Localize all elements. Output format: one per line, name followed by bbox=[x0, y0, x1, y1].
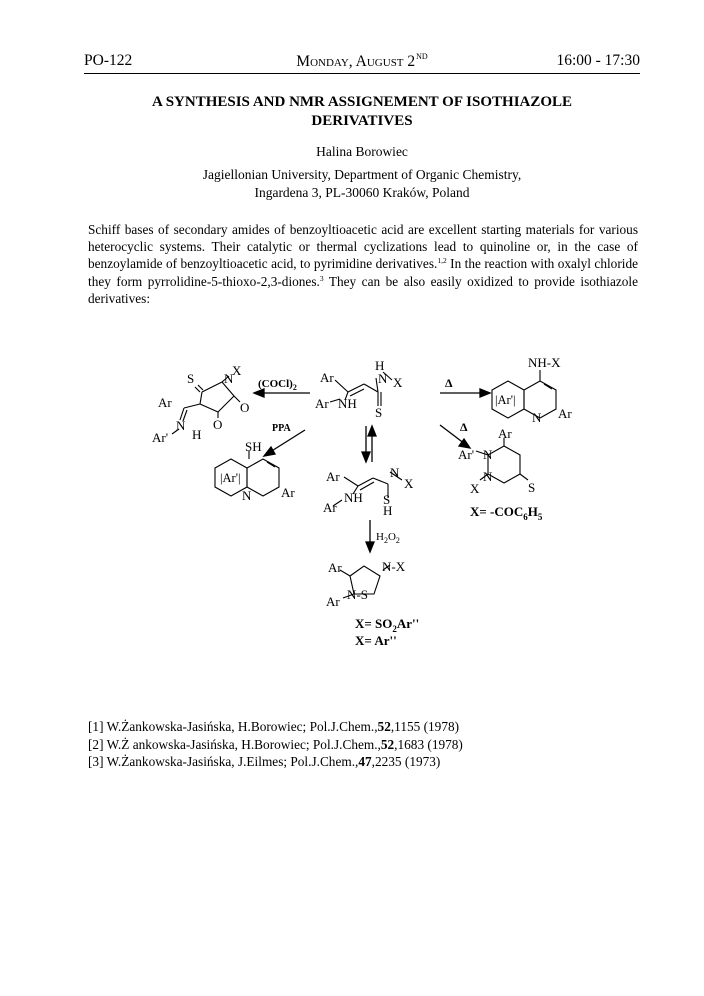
central-nh-label: NH bbox=[338, 396, 357, 411]
x-definition-benzoyl bbox=[470, 504, 543, 522]
x-sulfonyl-rest: Ar'' bbox=[396, 616, 420, 631]
session-time: 16:00 - 17:30 bbox=[556, 52, 640, 69]
reference-3 bbox=[88, 753, 648, 771]
x-benzoyl-sub1: 6 bbox=[523, 512, 528, 522]
reagent-hydrogen-peroxide bbox=[376, 531, 400, 545]
x-definition-sulfonyl bbox=[355, 616, 419, 634]
reference-2-text: [2] W.Ż ankowska-Jasińska, H.Borowiec; Pol.J.Chem., bbox=[88, 736, 381, 752]
pyrrolidine-o1-label: O bbox=[240, 400, 250, 415]
left-quinoline-sh-label: SH bbox=[245, 439, 262, 454]
abstract-part-2: In the reaction with oxalyl chloride they form pyrrolidine-5-thioxo-2,3-diones. bbox=[88, 256, 638, 289]
central-n-label: N bbox=[378, 371, 388, 386]
right-quinoline-ar2-label: Ar bbox=[558, 406, 572, 421]
header-rule bbox=[84, 73, 640, 74]
isothiazole-ar2-label: Ar bbox=[326, 594, 340, 609]
x-sulfonyl-sub: 2 bbox=[392, 624, 397, 634]
affiliation bbox=[84, 166, 640, 202]
pyrrolidine-n-label: N bbox=[224, 371, 234, 386]
x-definition-aryl: X= Ar'' bbox=[355, 633, 397, 648]
citation-3: 3 bbox=[319, 273, 324, 283]
affiliation-line-1: Jagiellonian University, Department of Organic Chemistry, bbox=[202, 167, 522, 182]
poster-code: PO-122 bbox=[84, 52, 133, 69]
references bbox=[88, 718, 648, 771]
page-header bbox=[84, 50, 640, 72]
left-quinoline-ar2-label: Ar bbox=[281, 485, 295, 500]
reference-2-volume: 52 bbox=[380, 736, 395, 752]
affiliation-line-2: Ingardena 3, PL-30060 Kraków, Poland bbox=[254, 185, 470, 200]
pyrimidine-n2-label: N bbox=[483, 469, 493, 484]
title-line-2: DERIVATIVES bbox=[311, 113, 413, 129]
enamine-h-label: H bbox=[383, 503, 393, 518]
reagent-oxalyl-text: (COCl) bbox=[258, 378, 293, 390]
x-benzoyl-h: H bbox=[527, 504, 538, 519]
h2o2-h: H bbox=[376, 531, 384, 543]
paper-title bbox=[84, 93, 640, 131]
right-quinoline-nhx-label: NH-X bbox=[528, 355, 561, 370]
reagent-heat-1: Δ bbox=[445, 376, 453, 390]
h2o2-sub1: 2 bbox=[383, 536, 388, 545]
right-quinoline-n-label: N bbox=[532, 410, 542, 425]
pyrimidine-s-label: S bbox=[528, 480, 536, 495]
enamine-x-label: X bbox=[404, 476, 414, 491]
central-ar2-label: Ar bbox=[315, 396, 329, 411]
reaction-scheme bbox=[140, 350, 600, 670]
h2o2-sub2: 2 bbox=[395, 536, 400, 545]
isothiazole-ns-label: N-S bbox=[347, 587, 368, 602]
x-benzoyl-text: X= -COC bbox=[470, 504, 524, 519]
central-s-label: S bbox=[375, 405, 383, 420]
pyrrolidine-ar1-label: Ar' bbox=[152, 430, 169, 445]
right-quinoline-ar-label: |Ar'| bbox=[495, 393, 516, 407]
pyrimidine-n1-label: N bbox=[483, 447, 493, 462]
title-line-1: A SYNTHESIS AND NMR ASSIGNEMENT OF ISOTHIAZOLE bbox=[151, 94, 573, 110]
left-quinoline-ar-label: |Ar'| bbox=[220, 471, 241, 485]
reagent-heat-2: Δ bbox=[460, 420, 468, 434]
central-x-label: X bbox=[393, 375, 403, 390]
reference-1-pages: ,1155 (1978) bbox=[390, 719, 460, 734]
pyrrolidine-s-label: S bbox=[187, 371, 195, 386]
isothiazole-ar-label: Ar bbox=[328, 560, 342, 575]
pyrrolidine-x-label: X bbox=[232, 363, 242, 378]
reference-3-pages: ,2235 (1973) bbox=[371, 754, 441, 769]
reference-1 bbox=[88, 718, 648, 736]
central-h-label: H bbox=[375, 358, 385, 373]
pyrimidine-x-label: X bbox=[470, 481, 480, 496]
enamine-ar2-label: Ar bbox=[323, 500, 337, 515]
isothiazole-nx-label: N-X bbox=[382, 559, 406, 574]
h2o2-o: O bbox=[387, 531, 396, 543]
left-quinoline-n-label: N bbox=[242, 488, 252, 503]
pyrrolidine-nh-n-label: N bbox=[176, 418, 186, 433]
enamine-s-label: S bbox=[383, 492, 391, 507]
pyrrolidine-nh-h-label: H bbox=[192, 427, 202, 442]
reference-1-volume: 52 bbox=[377, 719, 391, 734]
reagent-ppa: PPA bbox=[272, 423, 291, 434]
reference-2-pages: ,1683 (1978) bbox=[394, 736, 463, 752]
pyrimidine-ar-label: Ar bbox=[498, 426, 512, 441]
pyrrolidine-ar-label: Ar bbox=[158, 395, 172, 410]
pyrrolidine-o2-label: O bbox=[213, 417, 223, 432]
citation-1-2: 1,2 bbox=[437, 256, 447, 266]
pyrimidine-ar1-label: Ar' bbox=[458, 447, 475, 462]
session-day-sup: ND bbox=[416, 52, 428, 61]
reference-2 bbox=[88, 736, 648, 754]
x-benzoyl-sub2: 5 bbox=[537, 512, 543, 522]
reagent-oxalyl-chloride bbox=[258, 378, 297, 392]
enamine-ar-label: Ar bbox=[326, 469, 340, 484]
enamine-nh-label: NH bbox=[344, 490, 363, 505]
central-ar-label: Ar bbox=[320, 370, 334, 385]
reference-3-volume: 47 bbox=[358, 754, 372, 769]
reference-3-text: [3] W.Żankowska-Jasińska, J.Eilmes; Pol.J.Chem., bbox=[88, 754, 359, 769]
enamine-n-label: N bbox=[390, 465, 400, 480]
abstract-part-3: They can be also easily oxidized to provide isothiazole derivatives: bbox=[88, 273, 638, 306]
author: Halina Borowiec bbox=[316, 144, 408, 159]
x-sulfonyl-text: X= SO bbox=[355, 616, 393, 631]
reagent-oxalyl-sub: 2 bbox=[292, 383, 297, 392]
session-day-text: Monday, August 2 bbox=[296, 53, 416, 70]
abstract-part-1: Schiff bases of secondary amides of benzoyltioacetic acid are excellent starting materials for various heterocyclic systems. Their catalytic or thermal cyclizations lead to quinoline or, in the case of benzoylamide of benzoyltioacetic acid, to pyrimidine derivatives. bbox=[88, 222, 638, 272]
abstract bbox=[88, 221, 638, 307]
reference-1-text: [1] W.Żankowska-Jasińska, H.Borowiec; Pol.J.Chem., bbox=[88, 719, 378, 734]
